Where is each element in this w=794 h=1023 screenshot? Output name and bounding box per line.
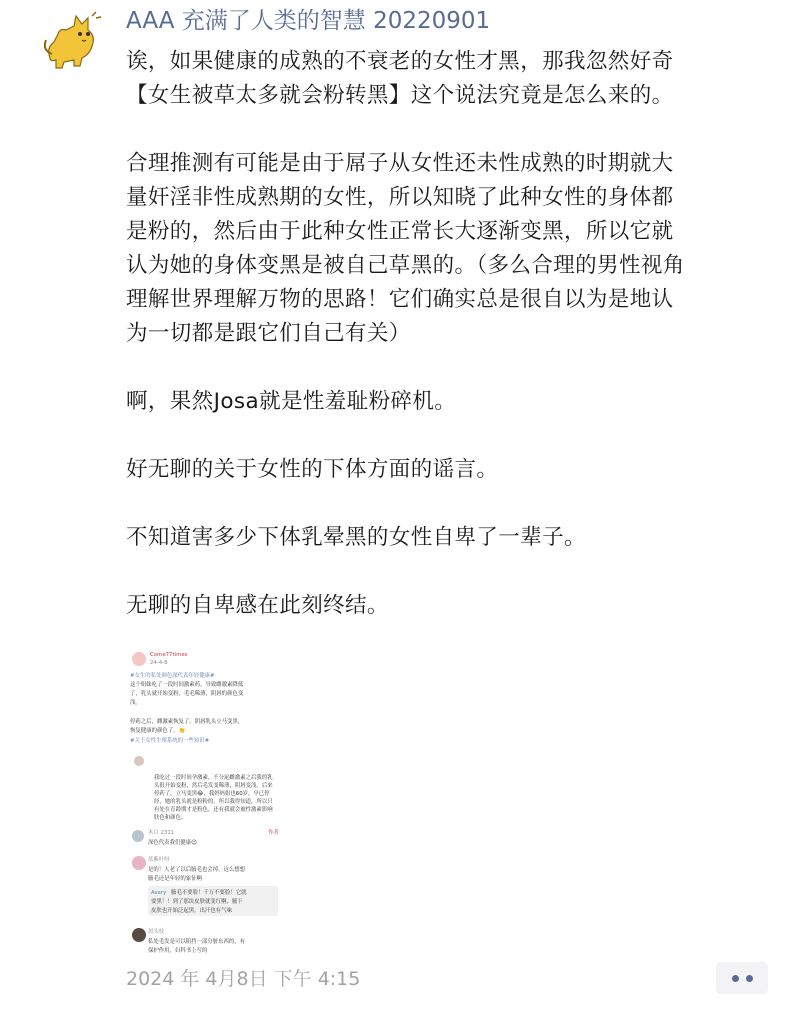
body-line: 停药之后，雌激素恢复了，阴唇乳头立马变黑，: [130, 719, 244, 725]
post-line: 认为她的身体变黑是被自己草黑的。（多么合理的男性视角: [126, 253, 685, 278]
post-line: 无聊的自卑感在此刻终结。: [126, 593, 389, 618]
body-line: 浅。: [130, 700, 141, 706]
comment-name: 晨头枝: [148, 929, 165, 935]
post-content: [126, 6, 786, 623]
poster-name: Come77times: [150, 652, 188, 658]
comment-name: 木白 2311: [148, 830, 175, 836]
post-line: 啊，果然Josa就是性羞耻粉碎机。: [126, 389, 457, 414]
post-line: 不知道害多少下体乳晕黑的女性自卑了一辈子。: [126, 525, 586, 550]
author-avatar[interactable]: [40, 8, 104, 72]
post-line: 诶，如果健康的成熟的不衰老的女性才黑，那我忽然好奇: [126, 49, 674, 74]
post-line: 量奸淫非性成熟期的女性，所以知晓了此种女性的身体都: [126, 185, 674, 210]
quoted-line: 有处在育龄期才是粉色，还有我就会被性激素影响: [154, 807, 273, 813]
quoted-line: 头很开始变粉，然后毛发变稀薄，阴唇变浅，后来: [154, 783, 273, 789]
post-body: [126, 45, 786, 623]
reply-text: 要黑！！到了那块皮肤就变红啊，腋下: [151, 899, 243, 905]
comment-text: 腋毛还是年轻的象征啊: [148, 876, 202, 882]
comment-text: 是的！人老了以后腋毛也会掉，这么想想: [148, 867, 246, 873]
comment-avatar: [132, 830, 144, 842]
post-paragraph: [126, 453, 786, 487]
comment-text: 私处毛发是可以阻挡一部分脏东西的，有: [148, 939, 246, 945]
body-line: 恢复健康的颜色了。👏: [130, 728, 186, 734]
reply-text: 腋毛不要脸！千万不要脸！它就: [171, 890, 247, 896]
hashtag-bottom[interactable]: #关于女性生殖系统的一些知识#: [130, 738, 210, 744]
reply-label: 作者: [268, 830, 279, 836]
post-line: 好无聊的关于女性的下体方面的谣言。: [126, 457, 499, 482]
post-paragraph: [126, 147, 786, 351]
comment-avatar: [132, 856, 146, 870]
post-paragraph: [126, 589, 786, 623]
quoted-line: 肤色和颜色。: [154, 815, 187, 821]
post-line: 合理推测有可能是由于屌子从女性还未性成熟的时期就大: [126, 151, 674, 176]
post-line: 【女生被草太多就会粉转黑】这个说法究竟是怎么来的。: [126, 83, 674, 108]
cat-avatar-icon: [40, 8, 104, 72]
more-button[interactable]: [716, 962, 768, 994]
comment-name: 蓝紫叶呀: [148, 857, 170, 863]
poster-date: 24-4-8: [150, 660, 168, 666]
post-line: 理解世界理解万物的思路！它们确实总是很自以为是地认: [126, 287, 674, 312]
comment-text: 保护作用，妇科书上写的: [148, 948, 208, 954]
body-line: 了，乳头就开始变粉，毛毛稀薄，阴唇的颜色变: [130, 691, 244, 697]
body-line: 这个姐妹吃了一段时间激素药，导致雌激素降低: [130, 682, 244, 688]
embedded-screenshot[interactable]: [126, 646, 282, 960]
comment-avatar: [132, 928, 146, 942]
poster-avatar: [132, 652, 146, 666]
comment-text: 深色代表我们健康😉: [148, 840, 197, 846]
post-line: 是粉的，然后由于此种女性正常长大逐渐变黑，所以它就: [126, 219, 674, 244]
post-paragraph: [126, 45, 786, 113]
author-name[interactable]: AAA 充满了人类的智慧 20220901: [126, 8, 491, 34]
post-paragraph: [126, 385, 786, 419]
quoted-line: 停药了，立马变黑😂，我妈妈姐也60岁，早已停: [154, 791, 270, 797]
quoted-avatar: [134, 756, 144, 766]
reply-name: Avery: [151, 890, 167, 896]
quoted-line: 经，她的乳头就是粉粉的，所以我得知道，所以只: [154, 799, 273, 805]
quoted-line: 我吃过一段时间孕激素，不分泌雌激素之后我的乳: [154, 775, 273, 781]
post-line: 为一切都是跟它们自己有关）: [126, 321, 411, 346]
more-dots-icon: [746, 975, 753, 982]
more-dots-icon: [732, 975, 739, 982]
post-timestamp: 2024 年 4月8日 下午 4:15: [126, 968, 361, 990]
hashtag-top[interactable]: #女生的私处颜色深代表年轻健康#: [130, 673, 215, 679]
post-paragraph: [126, 521, 786, 555]
reply-text: 皮肤也开始泛起黑，出汗也有气味: [151, 908, 232, 914]
